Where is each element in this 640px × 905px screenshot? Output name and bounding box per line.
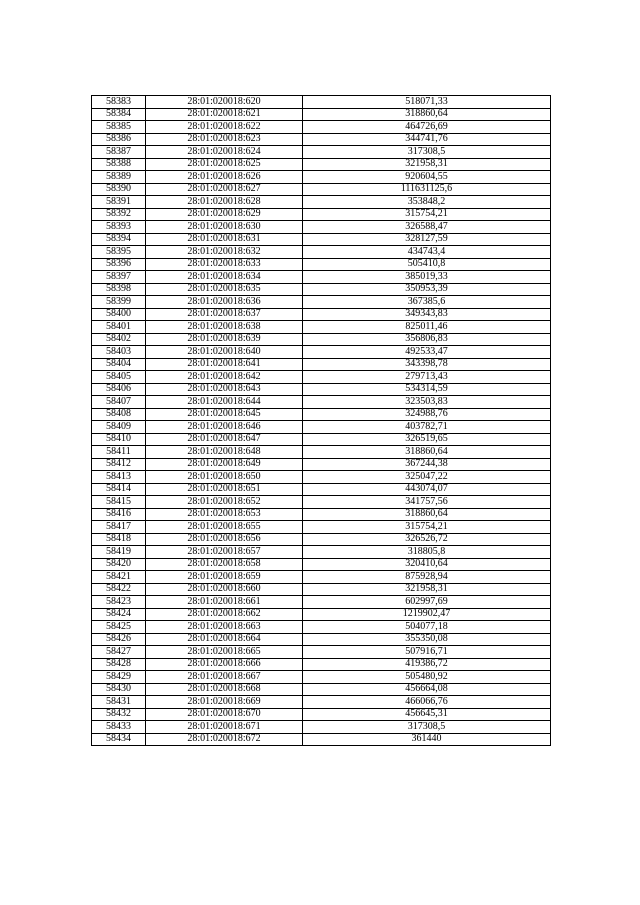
value-cell: 504077,18 [303, 621, 551, 634]
row-number-cell: 58412 [92, 458, 146, 471]
data-table [91, 95, 551, 746]
row-number-cell: 58398 [92, 283, 146, 296]
value-cell: 456664,08 [303, 683, 551, 696]
table-row [92, 633, 551, 646]
row-number-cell: 58433 [92, 721, 146, 734]
table-row [92, 196, 551, 209]
row-number-cell: 58401 [92, 321, 146, 334]
value-cell: 111631125,6 [303, 183, 551, 196]
cadastral-number-cell: 28:01:020018:625 [146, 158, 303, 171]
cadastral-number-cell: 28:01:020018:634 [146, 271, 303, 284]
cadastral-number-cell: 28:01:020018:658 [146, 558, 303, 571]
cadastral-number-cell: 28:01:020018:638 [146, 321, 303, 334]
value-cell: 320410,64 [303, 558, 551, 571]
value-cell: 602997,69 [303, 596, 551, 609]
cadastral-number-cell: 28:01:020018:635 [146, 283, 303, 296]
cadastral-number-cell: 28:01:020018:644 [146, 396, 303, 409]
row-number-cell: 58420 [92, 558, 146, 571]
row-number-cell: 58403 [92, 346, 146, 359]
table-row [92, 683, 551, 696]
row-number-cell: 58383 [92, 96, 146, 109]
table-row [92, 383, 551, 396]
value-cell: 317308,5 [303, 146, 551, 159]
cadastral-number-cell: 28:01:020018:633 [146, 258, 303, 271]
cadastral-number-cell: 28:01:020018:628 [146, 196, 303, 209]
cadastral-number-cell: 28:01:020018:663 [146, 621, 303, 634]
row-number-cell: 58390 [92, 183, 146, 196]
cadastral-number-cell: 28:01:020018:629 [146, 208, 303, 221]
table-row [92, 521, 551, 534]
row-number-cell: 58418 [92, 533, 146, 546]
value-cell: 355350,08 [303, 633, 551, 646]
value-cell: 343398,78 [303, 358, 551, 371]
cadastral-number-cell: 28:01:020018:668 [146, 683, 303, 696]
value-cell: 825011,46 [303, 321, 551, 334]
table-row [92, 546, 551, 559]
value-cell: 464726,69 [303, 121, 551, 134]
cadastral-number-cell: 28:01:020018:636 [146, 296, 303, 309]
table-row [92, 533, 551, 546]
row-number-cell: 58384 [92, 108, 146, 121]
table-row [92, 358, 551, 371]
value-cell: 353848,2 [303, 196, 551, 209]
cadastral-number-cell: 28:01:020018:648 [146, 446, 303, 459]
row-number-cell: 58387 [92, 146, 146, 159]
value-cell: 279713,43 [303, 371, 551, 384]
value-cell: 875928,94 [303, 571, 551, 584]
value-cell: 328127,59 [303, 233, 551, 246]
cadastral-number-cell: 28:01:020018:657 [146, 546, 303, 559]
value-cell: 317308,5 [303, 721, 551, 734]
row-number-cell: 58405 [92, 371, 146, 384]
value-cell: 318860,64 [303, 446, 551, 459]
table-row [92, 258, 551, 271]
row-number-cell: 58415 [92, 496, 146, 509]
cadastral-number-cell: 28:01:020018:620 [146, 96, 303, 109]
table-row [92, 508, 551, 521]
value-cell: 385019,33 [303, 271, 551, 284]
value-cell: 324988,76 [303, 408, 551, 421]
cadastral-number-cell: 28:01:020018:621 [146, 108, 303, 121]
value-cell: 326588,47 [303, 221, 551, 234]
cadastral-number-cell: 28:01:020018:632 [146, 246, 303, 259]
cadastral-number-cell: 28:01:020018:650 [146, 471, 303, 484]
cadastral-number-cell: 28:01:020018:672 [146, 733, 303, 746]
value-cell: 350953,39 [303, 283, 551, 296]
value-cell: 323503,83 [303, 396, 551, 409]
row-number-cell: 58406 [92, 383, 146, 396]
row-number-cell: 58432 [92, 708, 146, 721]
table-row [92, 733, 551, 746]
value-cell: 505480,92 [303, 671, 551, 684]
cadastral-number-cell: 28:01:020018:659 [146, 571, 303, 584]
cadastral-number-cell: 28:01:020018:637 [146, 308, 303, 321]
row-number-cell: 58404 [92, 358, 146, 371]
value-cell: 434743,4 [303, 246, 551, 259]
table-row [92, 583, 551, 596]
row-number-cell: 58422 [92, 583, 146, 596]
value-cell: 419386,72 [303, 658, 551, 671]
row-number-cell: 58395 [92, 246, 146, 259]
value-cell: 505410,8 [303, 258, 551, 271]
value-cell: 443074,07 [303, 483, 551, 496]
cadastral-number-cell: 28:01:020018:645 [146, 408, 303, 421]
cadastral-number-cell: 28:01:020018:662 [146, 608, 303, 621]
cadastral-number-cell: 28:01:020018:624 [146, 146, 303, 159]
table-row [92, 458, 551, 471]
row-number-cell: 58407 [92, 396, 146, 409]
row-number-cell: 58414 [92, 483, 146, 496]
row-number-cell: 58428 [92, 658, 146, 671]
row-number-cell: 58423 [92, 596, 146, 609]
table-row [92, 246, 551, 259]
table-row [92, 308, 551, 321]
table-row [92, 646, 551, 659]
row-number-cell: 58410 [92, 433, 146, 446]
table-row [92, 671, 551, 684]
row-number-cell: 58431 [92, 696, 146, 709]
value-cell: 920604,55 [303, 171, 551, 184]
table-row [92, 133, 551, 146]
value-cell: 341757,56 [303, 496, 551, 509]
cadastral-number-cell: 28:01:020018:630 [146, 221, 303, 234]
cadastral-number-cell: 28:01:020018:631 [146, 233, 303, 246]
row-number-cell: 58426 [92, 633, 146, 646]
row-number-cell: 58386 [92, 133, 146, 146]
row-number-cell: 58411 [92, 446, 146, 459]
row-number-cell: 58430 [92, 683, 146, 696]
row-number-cell: 58397 [92, 271, 146, 284]
table-row [92, 483, 551, 496]
row-number-cell: 58429 [92, 671, 146, 684]
value-cell: 315754,21 [303, 521, 551, 534]
value-cell: 325047,22 [303, 471, 551, 484]
table-row [92, 296, 551, 309]
table-row [92, 371, 551, 384]
table-row [92, 408, 551, 421]
row-number-cell: 58393 [92, 221, 146, 234]
value-cell: 1219902,47 [303, 608, 551, 621]
value-cell: 367385,6 [303, 296, 551, 309]
table-row [92, 158, 551, 171]
cadastral-number-cell: 28:01:020018:623 [146, 133, 303, 146]
value-cell: 326526,72 [303, 533, 551, 546]
table-row [92, 321, 551, 334]
table-row [92, 146, 551, 159]
value-cell: 318805,8 [303, 546, 551, 559]
table-row [92, 471, 551, 484]
table-row [92, 496, 551, 509]
table-row [92, 608, 551, 621]
row-number-cell: 58419 [92, 546, 146, 559]
row-number-cell: 58424 [92, 608, 146, 621]
row-number-cell: 58408 [92, 408, 146, 421]
table-row [92, 221, 551, 234]
value-cell: 318860,64 [303, 108, 551, 121]
table-row [92, 558, 551, 571]
table-row [92, 283, 551, 296]
value-cell: 534314,59 [303, 383, 551, 396]
row-number-cell: 58417 [92, 521, 146, 534]
cadastral-number-cell: 28:01:020018:622 [146, 121, 303, 134]
value-cell: 344741,76 [303, 133, 551, 146]
row-number-cell: 58434 [92, 733, 146, 746]
value-cell: 466066,76 [303, 696, 551, 709]
row-number-cell: 58394 [92, 233, 146, 246]
table-row [92, 171, 551, 184]
table-row [92, 333, 551, 346]
value-cell: 361440 [303, 733, 551, 746]
cadastral-number-cell: 28:01:020018:667 [146, 671, 303, 684]
row-number-cell: 58399 [92, 296, 146, 309]
table-row [92, 233, 551, 246]
cadastral-number-cell: 28:01:020018:661 [146, 596, 303, 609]
cadastral-number-cell: 28:01:020018:649 [146, 458, 303, 471]
table-row [92, 183, 551, 196]
value-cell: 321958,31 [303, 583, 551, 596]
row-number-cell: 58402 [92, 333, 146, 346]
row-number-cell: 58400 [92, 308, 146, 321]
value-cell: 326519,65 [303, 433, 551, 446]
table-row [92, 108, 551, 121]
row-number-cell: 58416 [92, 508, 146, 521]
row-number-cell: 58425 [92, 621, 146, 634]
row-number-cell: 58385 [92, 121, 146, 134]
row-number-cell: 58413 [92, 471, 146, 484]
value-cell: 403782,71 [303, 421, 551, 434]
value-cell: 456645,31 [303, 708, 551, 721]
row-number-cell: 58427 [92, 646, 146, 659]
cadastral-number-cell: 28:01:020018:655 [146, 521, 303, 534]
table-row [92, 446, 551, 459]
cadastral-number-cell: 28:01:020018:626 [146, 171, 303, 184]
table-row [92, 696, 551, 709]
value-cell: 315754,21 [303, 208, 551, 221]
table-row [92, 121, 551, 134]
cadastral-number-cell: 28:01:020018:642 [146, 371, 303, 384]
value-cell: 321958,31 [303, 158, 551, 171]
row-number-cell: 58392 [92, 208, 146, 221]
cadastral-number-cell: 28:01:020018:666 [146, 658, 303, 671]
cadastral-number-cell: 28:01:020018:652 [146, 496, 303, 509]
cadastral-number-cell: 28:01:020018:670 [146, 708, 303, 721]
table-row [92, 658, 551, 671]
table-row [92, 208, 551, 221]
cadastral-number-cell: 28:01:020018:639 [146, 333, 303, 346]
table-row [92, 346, 551, 359]
cadastral-number-cell: 28:01:020018:664 [146, 633, 303, 646]
value-cell: 492533,47 [303, 346, 551, 359]
table-row [92, 421, 551, 434]
table-row [92, 621, 551, 634]
table-row [92, 433, 551, 446]
table-row [92, 708, 551, 721]
table-row [92, 271, 551, 284]
value-cell: 349343,83 [303, 308, 551, 321]
value-cell: 318860,64 [303, 508, 551, 521]
row-number-cell: 58396 [92, 258, 146, 271]
cadastral-number-cell: 28:01:020018:647 [146, 433, 303, 446]
value-cell: 507916,71 [303, 646, 551, 659]
cadastral-number-cell: 28:01:020018:643 [146, 383, 303, 396]
row-number-cell: 58388 [92, 158, 146, 171]
cadastral-number-cell: 28:01:020018:651 [146, 483, 303, 496]
cadastral-number-cell: 28:01:020018:653 [146, 508, 303, 521]
cadastral-number-cell: 28:01:020018:646 [146, 421, 303, 434]
table-row [92, 596, 551, 609]
table-body [92, 96, 551, 746]
value-cell: 356806,83 [303, 333, 551, 346]
row-number-cell: 58409 [92, 421, 146, 434]
value-cell: 518071,33 [303, 96, 551, 109]
cadastral-number-cell: 28:01:020018:660 [146, 583, 303, 596]
value-cell: 367244,38 [303, 458, 551, 471]
cadastral-number-cell: 28:01:020018:665 [146, 646, 303, 659]
cadastral-number-cell: 28:01:020018:641 [146, 358, 303, 371]
cadastral-number-cell: 28:01:020018:656 [146, 533, 303, 546]
cadastral-number-cell: 28:01:020018:671 [146, 721, 303, 734]
row-number-cell: 58391 [92, 196, 146, 209]
table-row [92, 396, 551, 409]
table-row [92, 721, 551, 734]
cadastral-number-cell: 28:01:020018:669 [146, 696, 303, 709]
table-row [92, 96, 551, 109]
row-number-cell: 58389 [92, 171, 146, 184]
table-row [92, 571, 551, 584]
cadastral-number-cell: 28:01:020018:627 [146, 183, 303, 196]
cadastral-number-cell: 28:01:020018:640 [146, 346, 303, 359]
row-number-cell: 58421 [92, 571, 146, 584]
